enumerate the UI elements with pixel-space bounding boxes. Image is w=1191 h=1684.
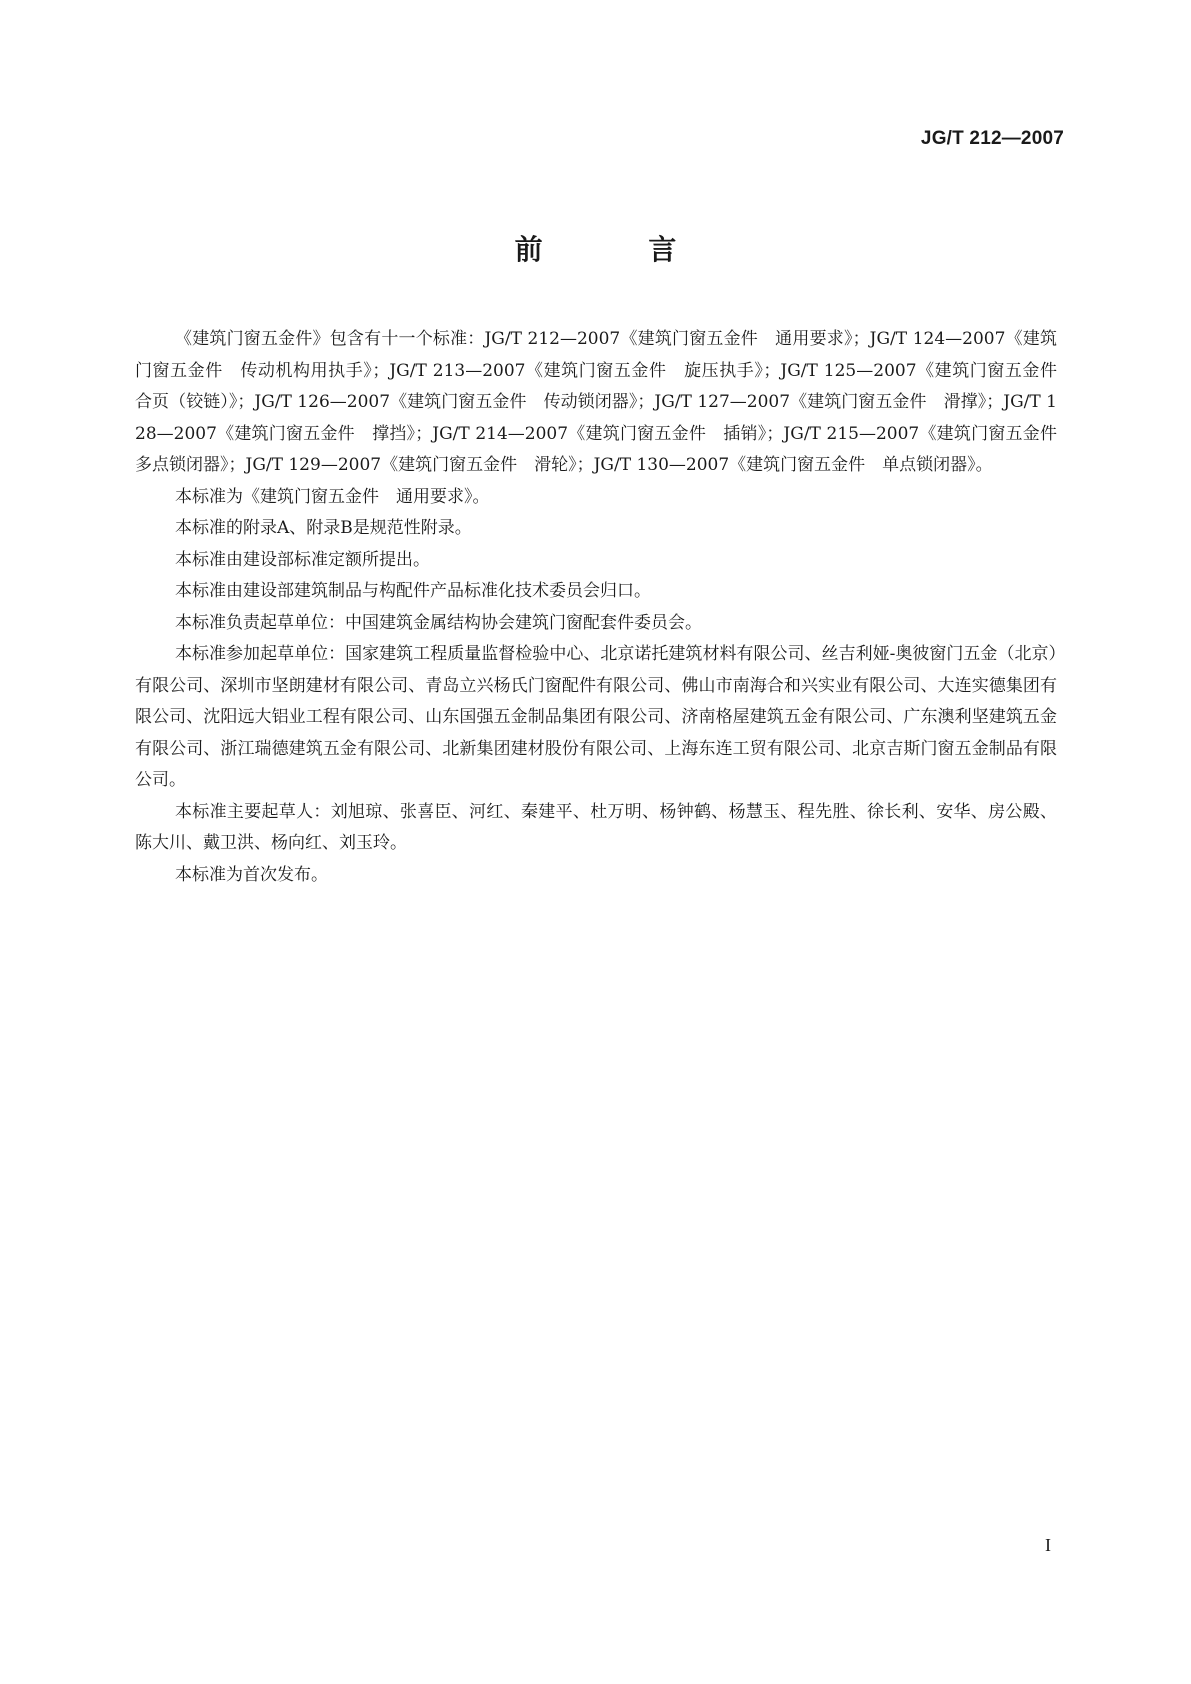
paragraph-appendix: 本标准的附录A、附录B是规范性附录。 bbox=[175, 518, 472, 538]
paragraph-centralized-by: 本标准由建设部建筑制品与构配件产品标准化技术委员会归口。 bbox=[175, 581, 651, 601]
page-number: I bbox=[1045, 1535, 1051, 1555]
paragraph-participating-drafters: 本标准参加起草单位：国家建筑工程质量监督检验中心、北京诺托建筑材料有限公司、丝吉利娅-奥彼窗门五金（北京）有限公司、深圳市坚朗建材有限公司、青岛立兴杨氏门窗配件有限公司、佛山市南海合和兴实业有限公司、大连实德集团有限公司、沈阳远大铝业工程有限公司、山东国强五金制品集团有限公司、济南格屋建筑五金有限公司、广东澳利坚建筑五金有限公司、浙江瑞德建筑五金有限公司、北新集团建材股份有限公司、上海东连工贸有限公司、北京吉斯门窗五金制品有限公司。 bbox=[135, 644, 1057, 790]
paragraph-this-standard: 本标准为《建筑门窗五金件 通用要求》。 bbox=[175, 486, 490, 507]
paragraph-first-release: 本标准为首次发布。 bbox=[175, 864, 328, 885]
paragraph-lead-drafter: 本标准负责起草单位：中国建筑金属结构协会建筑门窗配套件委员会。 bbox=[175, 612, 702, 633]
paragraph-proposed-by: 本标准由建设部标准定额所提出。 bbox=[175, 549, 430, 570]
standard-code: JG/T 212—2007 bbox=[920, 128, 1064, 149]
paragraph-standards-list: 《建筑门窗五金件》包含有十一个标准：JG/T 212—2007《建筑门窗五金件 通用要求》；JG/T 124—2007《建筑门窗五金件 传动机构用执手》；JG/T 213—2007《建筑门窗五金件 旋压执手》；JG/T 125—2007《建筑门窗五金件 合页（铰链）》；JG/T 126—2007《建筑门窗五金件 传动锁闭器》；JG/T 127—2007《建筑门窗五金件 滑撑》；JG/T 128—2007《建筑门窗五金件 撑挡》；JG/T 214—2007《建筑门窗五金件 插销》；JG/T 215—2007《建筑门窗五金件 多点锁闭器》；JG/T 129—2007《建筑门窗五金件 滑轮》；JG/T 130—2007《建筑门窗五金件 单点锁闭器》。 bbox=[135, 329, 1074, 475]
foreword-body bbox=[135, 324, 1074, 891]
page-title: 前 言 bbox=[514, 233, 725, 266]
paragraph-main-drafters: 本标准主要起草人：刘旭琼、张喜臣、河红、秦建平、杜万明、杨钟鹤、杨慧玉、程先胜、徐长利、安华、房公殿、陈大川、戴卫洪、杨向红、刘玉玲。 bbox=[135, 801, 1057, 853]
